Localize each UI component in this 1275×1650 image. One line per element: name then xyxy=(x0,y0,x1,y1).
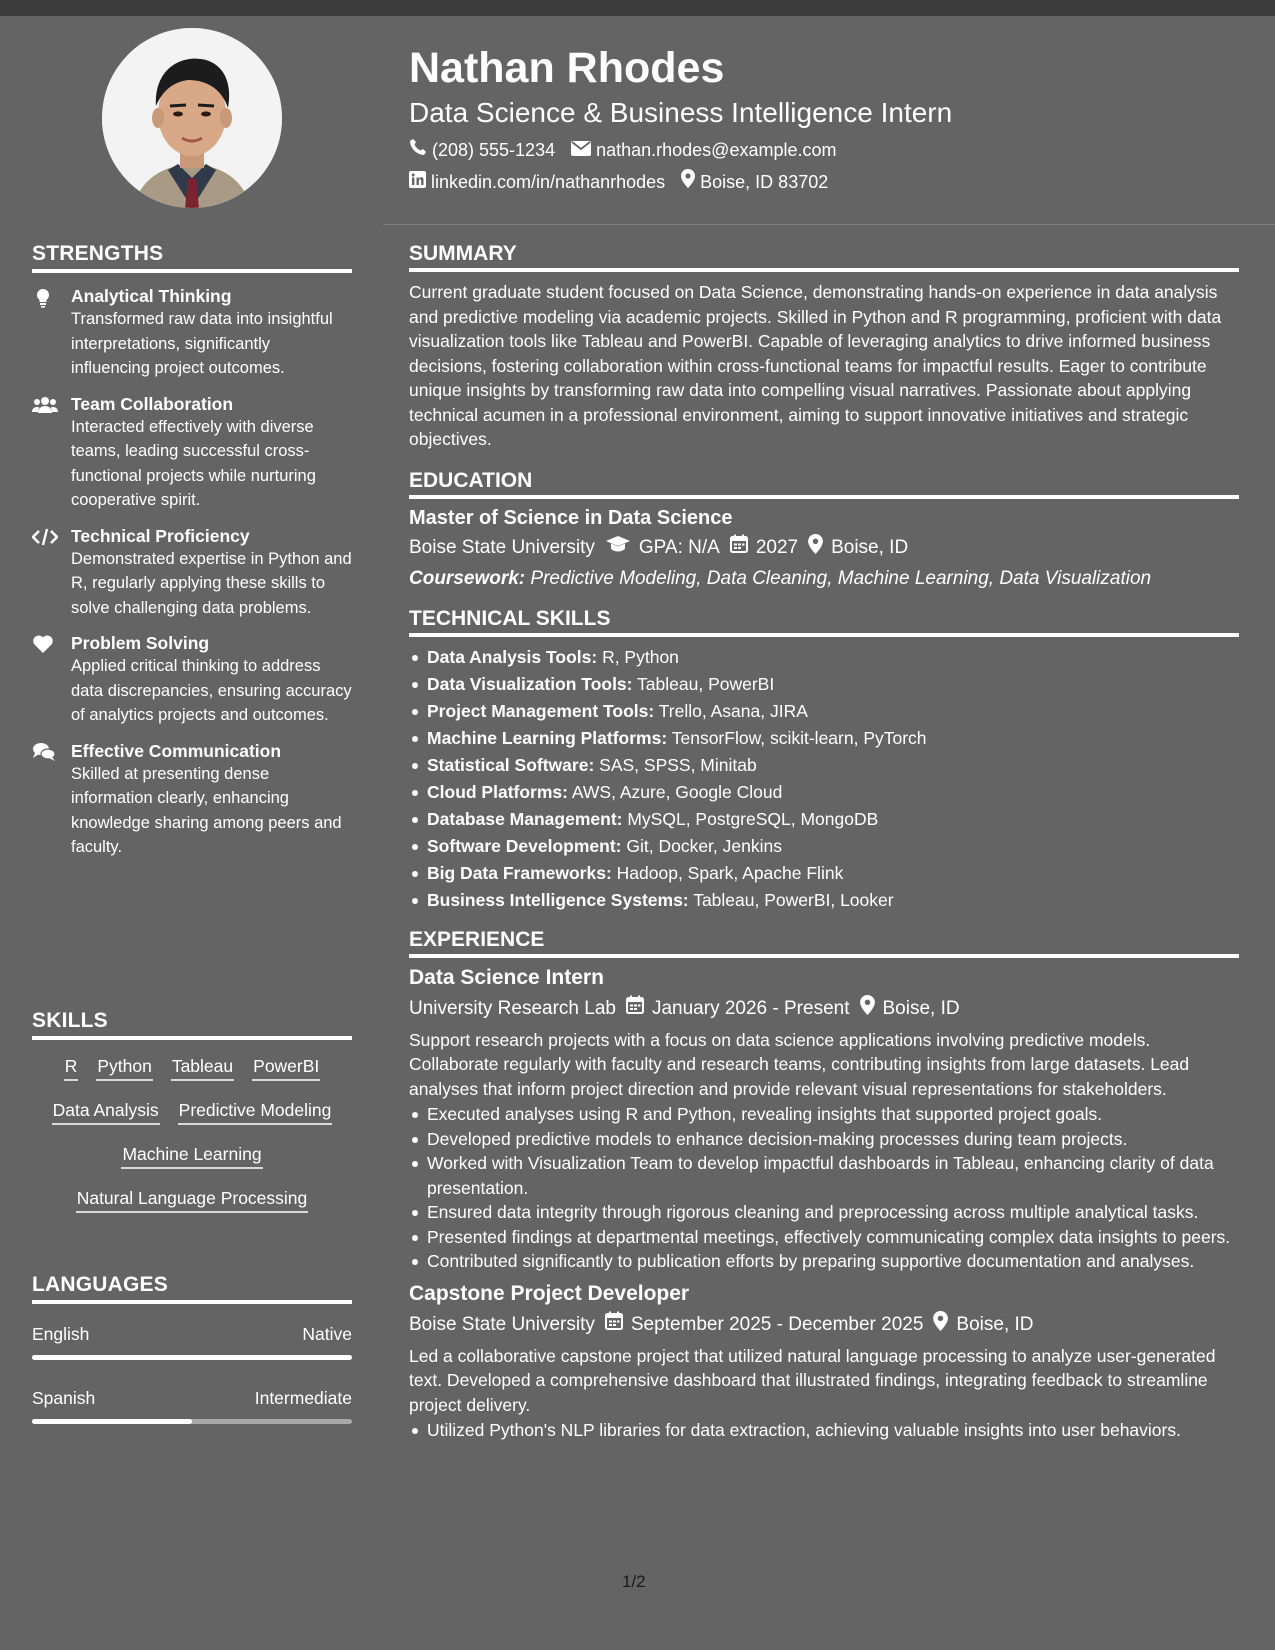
phone-icon xyxy=(409,138,427,162)
lightbulb-icon xyxy=(32,287,58,309)
list-item: Utilized Python's NLP libraries for data extraction, achieving valuable insights into user behaviors. xyxy=(409,1418,1239,1443)
code-icon xyxy=(32,527,58,549)
skill-value: Tableau, PowerBI xyxy=(637,673,775,694)
technical-skills-title: TECHNICAL SKILLS xyxy=(409,607,1239,637)
technical-skills-list xyxy=(409,644,1239,914)
experience-section xyxy=(409,928,1239,1443)
strength-desc: Skilled at presenting dense information clearly, enhancing knowledge sharing among peers and faculty. xyxy=(71,764,342,856)
skill-chip: Machine Learning xyxy=(121,1143,262,1169)
edu-location-item xyxy=(808,534,908,563)
calendar-icon xyxy=(730,534,748,562)
skill-label: Business Intelligence Systems: xyxy=(427,889,689,910)
list-item xyxy=(409,725,1239,752)
strengths-title: STRENGTHS xyxy=(32,242,352,273)
calendar-icon xyxy=(626,995,644,1023)
education-meta xyxy=(409,534,1239,563)
right-column xyxy=(409,242,1239,1443)
strength-item xyxy=(32,740,352,860)
profile-photo xyxy=(102,28,282,208)
gpa-text: GPA: N/A xyxy=(638,537,720,558)
job-org: University Research Lab xyxy=(409,998,616,1019)
skill-chips xyxy=(32,1055,352,1213)
skill-label: Cloud Platforms: xyxy=(427,781,568,802)
school-name: Boise State University xyxy=(409,537,595,558)
linkedin-text: linkedin.com/in/nathanrhodes xyxy=(431,171,666,192)
skill-value: AWS, Azure, Google Cloud xyxy=(571,781,783,802)
summary-section xyxy=(409,242,1239,452)
list-item: Executed analyses using R and Python, revealing insights that supported project goals. xyxy=(409,1102,1239,1127)
list-item xyxy=(409,752,1239,779)
job-entry xyxy=(409,1280,1239,1443)
page-number: 1/2 xyxy=(622,1572,646,1591)
skill-chip: Python xyxy=(96,1055,152,1081)
location-text: Boise, ID 83702 xyxy=(700,171,829,192)
job-title: Data Science Intern xyxy=(409,965,604,989)
strength-item xyxy=(32,525,352,621)
summary-text: Current graduate student focused on Data Science, demonstrating hands-on experience in data analysis and predictive modeling via academic projects. Skilled in Python and R programming, proficient with data visualization tools like Tableau and PowerBI. Capable of leveraging analytics to drive informed business decisions, fostering collaboration within cross-functional teams for impactful results. Eager to contribute unique insights by transforming raw data into compelling visual narratives. Passionate about applying technical acumen in a professional environment, aiming to support innovative initiatives and strategic objectives. xyxy=(409,282,1222,449)
year-text: 2027 xyxy=(755,537,799,558)
coursework-line xyxy=(409,565,1239,593)
skill-value: Hadoop, Spark, Apache Flink xyxy=(616,862,844,883)
languages-title: LANGUAGES xyxy=(32,1273,352,1304)
job-description: Support research projects with a focus on data science applications involving predictive models. Collaborate regularly with faculty and research teams, contributing insights from large datasets. Lead analyses that inform project direction and provide relevant visual representations for stakeholders. xyxy=(409,1029,1190,1099)
heart-icon xyxy=(32,634,58,656)
language-name: English xyxy=(32,1324,90,1344)
email-contact[interactable] xyxy=(571,138,836,162)
skill-label: Software Development: xyxy=(427,835,622,856)
year-item xyxy=(730,534,798,562)
map-marker-icon xyxy=(808,534,823,563)
coursework-label: Coursework: xyxy=(409,567,526,589)
email-text: nathan.rhodes@example.com xyxy=(596,140,837,160)
list-item: Ensured data integrity through rigorous cleaning and preprocessing across multiple analytical tasks. xyxy=(409,1200,1239,1225)
languages-section xyxy=(32,1273,352,1424)
list-item xyxy=(409,887,1239,914)
job-title: Capstone Project Developer xyxy=(409,1281,690,1305)
language-name: Spanish xyxy=(32,1388,96,1408)
list-item: Contributed significantly to publication efforts by preparing supportive documentation and analyses. xyxy=(409,1249,1239,1274)
job-location: Boise, ID xyxy=(956,1314,1034,1335)
linkedin-icon xyxy=(409,170,426,194)
list-item xyxy=(409,833,1239,860)
skill-label: Data Visualization Tools: xyxy=(427,673,633,694)
skill-value: Git, Docker, Jenkins xyxy=(626,835,782,856)
list-item xyxy=(409,698,1239,725)
job-dates-item xyxy=(626,995,850,1023)
skill-chip: Data Analysis xyxy=(52,1099,160,1125)
graduation-cap-icon xyxy=(605,534,631,562)
experience-title: EXPERIENCE xyxy=(409,928,1239,958)
map-marker-icon xyxy=(860,995,875,1024)
calendar-icon xyxy=(605,1311,623,1339)
language-item xyxy=(32,1388,352,1424)
strength-desc: Demonstrated expertise in Python and R, regularly applying these skills to solve challenging data problems. xyxy=(71,549,352,617)
map-marker-icon xyxy=(681,169,695,194)
strength-desc: Applied critical thinking to address data discrepancies, ensuring accuracy of analytics projects and outcomes. xyxy=(71,657,352,724)
candidate-name: Nathan Rhodes xyxy=(409,44,725,92)
job-location-item xyxy=(860,995,960,1024)
strength-desc: Interacted effectively with diverse teams, leading successful cross-functional projects while nurturing cooperative spirit. xyxy=(71,417,316,509)
users-icon xyxy=(32,395,58,417)
strength-title: Effective Communication xyxy=(71,740,282,761)
language-level: Intermediate xyxy=(254,1388,352,1408)
resume-header xyxy=(409,40,1239,194)
header-divider xyxy=(383,224,1275,225)
skill-chip: Natural Language Processing xyxy=(76,1187,309,1213)
job-location-item xyxy=(933,1311,1033,1340)
list-item xyxy=(409,806,1239,833)
job-dates: January 2026 - Present xyxy=(651,998,850,1019)
strength-item xyxy=(32,632,352,728)
skill-value: Tableau, PowerBI, Looker xyxy=(693,889,894,910)
envelope-icon xyxy=(571,138,591,162)
job-bullets xyxy=(409,1418,1239,1443)
linkedin-contact[interactable] xyxy=(409,169,665,194)
job-dates-item xyxy=(605,1311,924,1339)
summary-title: SUMMARY xyxy=(409,242,1239,272)
education-title: EDUCATION xyxy=(409,469,1239,499)
language-bar-fill xyxy=(32,1419,192,1424)
comments-icon xyxy=(32,742,58,764)
strengths-section xyxy=(32,242,352,860)
job-meta xyxy=(409,995,1239,1024)
edu-location-text: Boise, ID xyxy=(831,537,909,558)
language-level: Native xyxy=(302,1324,352,1344)
skill-value: Trello, Asana, JIRA xyxy=(658,700,808,721)
skill-label: Database Management: xyxy=(427,808,623,829)
job-entry xyxy=(409,964,1239,1274)
avatar xyxy=(102,28,282,208)
strength-item xyxy=(32,393,352,513)
skill-label: Statistical Software: xyxy=(427,754,595,775)
skill-chip: Predictive Modeling xyxy=(178,1099,333,1125)
candidate-role: Data Science & Business Intelligence Intern xyxy=(409,97,953,128)
list-item: Developed predictive models to enhance decision-making processes during team projects. xyxy=(409,1127,1239,1152)
list-item xyxy=(409,671,1239,698)
skill-label: Project Management Tools: xyxy=(427,700,655,721)
job-dates: September 2025 - December 2025 xyxy=(630,1314,924,1335)
list-item xyxy=(409,860,1239,887)
job-org: Boise State University xyxy=(409,1314,595,1335)
location-contact xyxy=(681,169,828,194)
skill-value: TensorFlow, scikit-learn, PyTorch xyxy=(671,727,927,748)
job-meta xyxy=(409,1311,1239,1340)
list-item xyxy=(409,644,1239,671)
language-bar xyxy=(32,1419,352,1424)
education-section xyxy=(409,469,1239,593)
skill-label: Data Analysis Tools: xyxy=(427,646,598,667)
strength-item xyxy=(32,285,352,381)
skill-label: Machine Learning Platforms: xyxy=(427,727,668,748)
skills-section xyxy=(32,1009,352,1231)
list-item xyxy=(409,779,1239,806)
skill-value: MySQL, PostgreSQL, MongoDB xyxy=(627,808,879,829)
skill-label: Big Data Frameworks: xyxy=(427,862,612,883)
strength-title: Team Collaboration xyxy=(71,393,234,414)
language-bar-fill xyxy=(32,1355,352,1360)
phone-text: (208) 555-1234 xyxy=(432,140,556,160)
job-bullets xyxy=(409,1102,1239,1274)
technical-skills-section xyxy=(409,607,1239,914)
skill-value: SAS, SPSS, Minitab xyxy=(599,754,757,775)
degree-title: Master of Science in Data Science xyxy=(409,506,733,529)
coursework-text: Predictive Modeling, Data Cleaning, Machine Learning, Data Visualization xyxy=(530,567,1152,589)
job-location: Boise, ID xyxy=(882,998,960,1019)
gpa-item xyxy=(605,534,720,562)
map-marker-icon xyxy=(933,1311,948,1340)
job-description: Led a collaborative capstone project that utilized natural language processing to analyze user-generated text. Developed a comprehensive dashboard that illustrated findings, integrating feedback to streamline project delivery. xyxy=(409,1345,1216,1415)
top-bar xyxy=(0,0,1275,16)
skill-chip: R xyxy=(64,1055,79,1081)
list-item: Worked with Visualization Team to develop impactful dashboards in Tableau, enhancing clarity of data presentation. xyxy=(409,1151,1239,1200)
skill-chip: Tableau xyxy=(171,1055,234,1081)
strength-title: Analytical Thinking xyxy=(71,286,232,306)
strength-title: Technical Proficiency xyxy=(71,525,250,546)
phone-contact[interactable] xyxy=(409,138,555,162)
language-item xyxy=(32,1324,352,1360)
strength-desc: Transformed raw data into insightful interpretations, significantly influencing project outcomes. xyxy=(71,310,333,377)
skill-value: R, Python xyxy=(602,646,679,667)
list-item: Presented findings at departmental meetings, effectively communicating complex data insights to peers. xyxy=(409,1225,1239,1250)
language-bar xyxy=(32,1355,352,1360)
skill-chip: PowerBI xyxy=(252,1055,320,1081)
strength-title: Problem Solving xyxy=(71,633,210,653)
skills-title: SKILLS xyxy=(32,1009,352,1040)
